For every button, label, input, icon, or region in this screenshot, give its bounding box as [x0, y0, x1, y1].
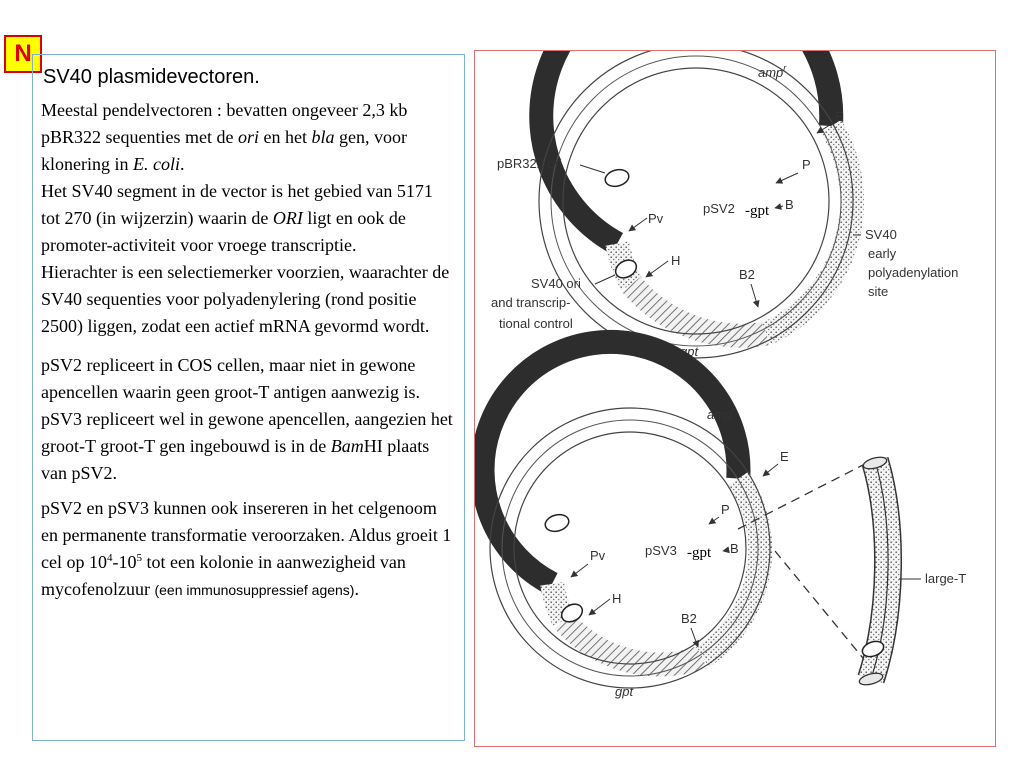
psv2-site-H: H	[671, 253, 681, 268]
figure-panel	[474, 50, 996, 747]
slide-title: SV40 plasmidevectoren.	[43, 66, 260, 88]
psv2-gpt-segment	[632, 285, 767, 336]
psv2-pbr322-ori-oval	[603, 167, 630, 189]
slide-marker-badge: N	[4, 35, 42, 73]
psv2-site-E: E	[835, 109, 844, 124]
psv3-site-B: B	[730, 541, 739, 556]
psv2-polya-label-4: site	[868, 284, 889, 299]
psv2-ampr-label: amp$^r$	[758, 63, 787, 80]
psv3-pbr322-ori-oval	[543, 512, 570, 534]
psv3-site-E: E	[780, 449, 789, 464]
psv2-sv40ori-label-3: tional control	[499, 316, 573, 331]
psv2-gpt-label: gpt	[680, 344, 699, 359]
psv3-ampr-label: amp$^r$	[707, 405, 736, 422]
psv2-plasmid	[491, 51, 958, 359]
psv2-site-P: P	[802, 157, 811, 172]
plasmid-diagrams	[475, 51, 996, 747]
psv2-sv40ori-label-1: SV40 ori	[531, 276, 581, 291]
psv3-gpt-suffix: -gpt	[687, 545, 712, 561]
psv2-site-Pv: Pv	[648, 211, 664, 226]
psv3-plasmid	[482, 342, 789, 699]
psv2-site-B: B	[785, 197, 794, 212]
psv2-pbr322-ori-label: pBR322 ori	[497, 156, 563, 171]
psv3-site-P: P	[721, 502, 730, 517]
psv2-polya-label-3: polyadenylation	[868, 265, 959, 280]
large-t-label: large-T	[925, 571, 967, 586]
large-t-insert	[738, 455, 966, 687]
text-panel	[32, 54, 465, 741]
psv2-site-B2: B2	[739, 267, 755, 282]
psv2-gpt-suffix: -gpt	[745, 203, 770, 219]
psv3-site-H: H	[612, 591, 622, 606]
psv3-site-B2: B2	[681, 611, 697, 626]
psv2-sv40ori-label-2: and transcrip-	[491, 295, 571, 310]
psv3-site-Pv: Pv	[590, 548, 606, 563]
psv3-name-label: pSV3	[645, 543, 677, 558]
psv3-gpt-segment	[564, 621, 703, 665]
psv2-polya-label-1: SV40	[865, 227, 897, 242]
psv2-pbr322-segment	[541, 51, 831, 244]
paragraph-2: pSV2 repliceert in COS cellen, maar niet in gewone apencellen waarin geen groot-T antigen aanwezig is. pSV3 repliceert wel in gewone apencellen, aangezien het groot-T groot-T gen ingebouwd is in de BamHI plaats van pSV2.	[41, 355, 453, 483]
paragraph-1: Meestal pendelvectoren : bevatten ongeveer 2,3 kb pBR322 sequenties met de ori en het bla gen, voor klonering in E. coli. Het SV40 segment in de vector is het gebied van 5171 tot 270 (in wijzerzin) waarin de ORI ligt en ook de promoter-activiteit voor vroege transcriptie. Hierachter is een selectiemerker voorzien, waarachter de SV40 sequenties voor polyadenylering (rond positie 2500) liggen, zodat een actief mRNA gevormd wordt.	[41, 100, 450, 336]
paragraph-3: pSV2 en pSV3 kunnen ook insereren in het celgenoom en permanente transformatie veroorzaken. Aldus groeit 1 cel op $10^4-10^5$ tot een kolonie in aanwezigheid van mycofenolzuur (een immunosuppressief agens).	[41, 498, 452, 599]
psv3-gpt-label: gpt	[615, 684, 634, 699]
psv2-polya-label-2: early	[868, 246, 897, 261]
psv2-name-label: pSV2	[703, 201, 735, 216]
